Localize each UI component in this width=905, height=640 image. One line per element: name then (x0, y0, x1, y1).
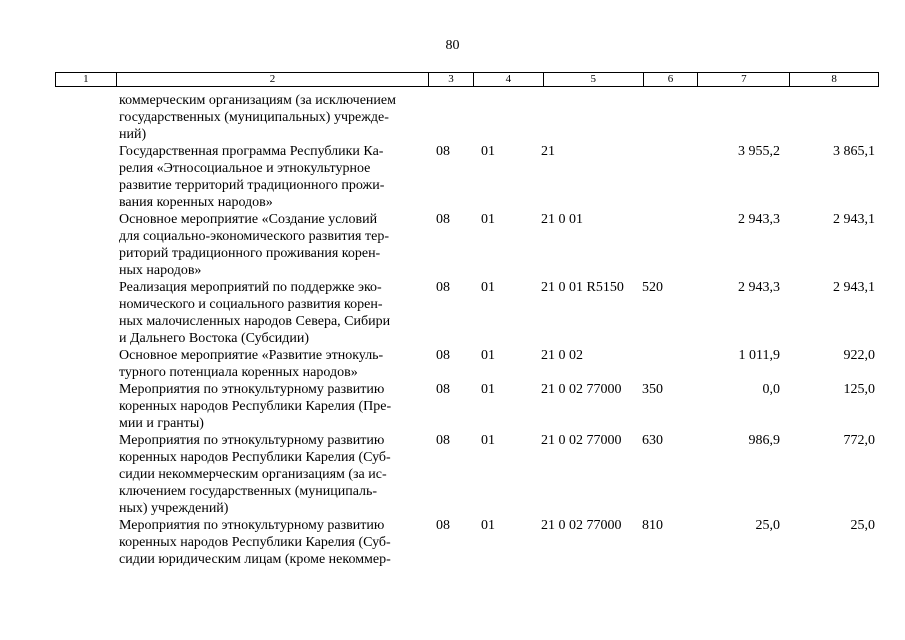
row-description (119, 432, 424, 517)
amount-col-8: 25,0 (850, 518, 875, 533)
header-col-2: 2 (116, 73, 428, 86)
amount-col-8: 3 865,1 (833, 144, 875, 159)
description-line: сидии юридическим лицам (кроме некоммер- (119, 552, 391, 567)
description-line: ний) (119, 127, 147, 142)
table-header (55, 72, 879, 87)
target-article-code: 21 0 02 77000 (541, 382, 622, 397)
section-code: 08 (436, 144, 450, 159)
target-article-code: 21 0 02 77000 (541, 518, 622, 533)
description-line: Реализация мероприятий по поддержке эко- (119, 280, 382, 295)
section-code: 08 (436, 348, 450, 363)
section-code: 08 (436, 280, 450, 295)
target-article-code: 21 0 01 R5150 (541, 280, 624, 295)
description-line: номического и социального развития корен- (119, 297, 383, 312)
amount-col-7: 986,9 (748, 433, 780, 448)
row-description (119, 347, 424, 381)
description-line: Мероприятия по этнокультурному развитию (119, 518, 385, 533)
target-article-code: 21 0 02 (541, 348, 583, 363)
description-line: Государственная программа Республики Ка- (119, 144, 384, 159)
description-line: и Дальнего Востока (Субсидии) (119, 331, 310, 346)
amount-col-7: 2 943,3 (738, 280, 780, 295)
expense-type-code: 520 (642, 280, 663, 295)
description-line: релия «Этносоциальное и этнокультурное (119, 161, 371, 176)
section-code: 08 (436, 212, 450, 227)
description-line: мии и гранты) (119, 416, 204, 431)
amount-col-7: 3 955,2 (738, 144, 780, 159)
subsection-code: 01 (481, 433, 495, 448)
header-col-1: 1 (83, 73, 89, 85)
table-row (55, 432, 879, 517)
table-row (55, 211, 879, 279)
subsection-code: 01 (481, 144, 495, 159)
header-col-6: 6 (643, 73, 698, 86)
description-line: Основное мероприятие «Создание условий (119, 212, 378, 227)
subsection-code: 01 (481, 280, 495, 295)
row-description (119, 143, 424, 211)
header-col-3: 3 (428, 73, 473, 86)
table-row (55, 381, 879, 432)
description-line: ных) учреждений) (119, 501, 229, 516)
table-row (55, 279, 879, 347)
header-col-5: 5 (543, 73, 643, 86)
row-description (119, 211, 424, 279)
table-row (55, 517, 879, 568)
table-row (55, 92, 879, 143)
description-line: ключением государственных (муниципаль- (119, 484, 378, 499)
description-line: Мероприятия по этнокультурному развитию (119, 382, 385, 397)
row-description (119, 92, 424, 143)
expense-type-code: 630 (642, 433, 663, 448)
description-line: для социально-экономического развития тер- (119, 229, 389, 244)
amount-col-7: 25,0 (755, 518, 780, 533)
subsection-code: 01 (481, 348, 495, 363)
amount-col-8: 125,0 (843, 382, 875, 397)
description-line: Мероприятия по этнокультурному развитию (119, 433, 385, 448)
description-line: риторий традиционного проживания корен- (119, 246, 381, 261)
table-body (55, 92, 879, 568)
subsection-code: 01 (481, 382, 495, 397)
description-line: развитие территорий традиционного прожи- (119, 178, 385, 193)
description-line: коренных народов Республики Карелия (Суб- (119, 535, 391, 550)
expense-type-code: 810 (642, 518, 663, 533)
header-col-4: 4 (473, 73, 543, 86)
description-line: коммерческим организациям (за исключением (119, 93, 396, 108)
description-line: сидии некоммерческим организациям (за ис- (119, 467, 387, 482)
description-line: вания коренных народов» (119, 195, 273, 210)
target-article-code: 21 0 01 (541, 212, 583, 227)
subsection-code: 01 (481, 212, 495, 227)
amount-col-7: 0,0 (762, 382, 780, 397)
row-description (119, 279, 424, 347)
table-row (55, 347, 879, 381)
row-description (119, 517, 424, 568)
description-line: коренных народов Республики Карелия (Пре- (119, 399, 392, 414)
row-description (119, 381, 424, 432)
target-article-code: 21 0 02 77000 (541, 433, 622, 448)
table-row (55, 143, 879, 211)
expense-type-code: 350 (642, 382, 663, 397)
target-article-code: 21 (541, 144, 555, 159)
description-line: ных народов» (119, 263, 202, 278)
section-code: 08 (436, 382, 450, 397)
description-line: турного потенциала коренных народов» (119, 365, 358, 380)
amount-col-7: 1 011,9 (738, 348, 780, 363)
amount-col-8: 2 943,1 (833, 280, 875, 295)
amount-col-8: 2 943,1 (833, 212, 875, 227)
header-col-7: 7 (697, 73, 789, 86)
description-line: коренных народов Республики Карелия (Суб- (119, 450, 391, 465)
description-line: Основное мероприятие «Развитие этнокуль- (119, 348, 384, 363)
amount-col-8: 922,0 (843, 348, 875, 363)
header-col-8: 8 (789, 73, 878, 86)
description-line: ных малочисленных народов Севера, Сибири (119, 314, 391, 329)
amount-col-8: 772,0 (843, 433, 875, 448)
subsection-code: 01 (481, 518, 495, 533)
page-number: 80 (445, 38, 460, 53)
amount-col-7: 2 943,3 (738, 212, 780, 227)
section-code: 08 (436, 433, 450, 448)
description-line: государственных (муниципальных) учрежде- (119, 110, 389, 125)
section-code: 08 (436, 518, 450, 533)
